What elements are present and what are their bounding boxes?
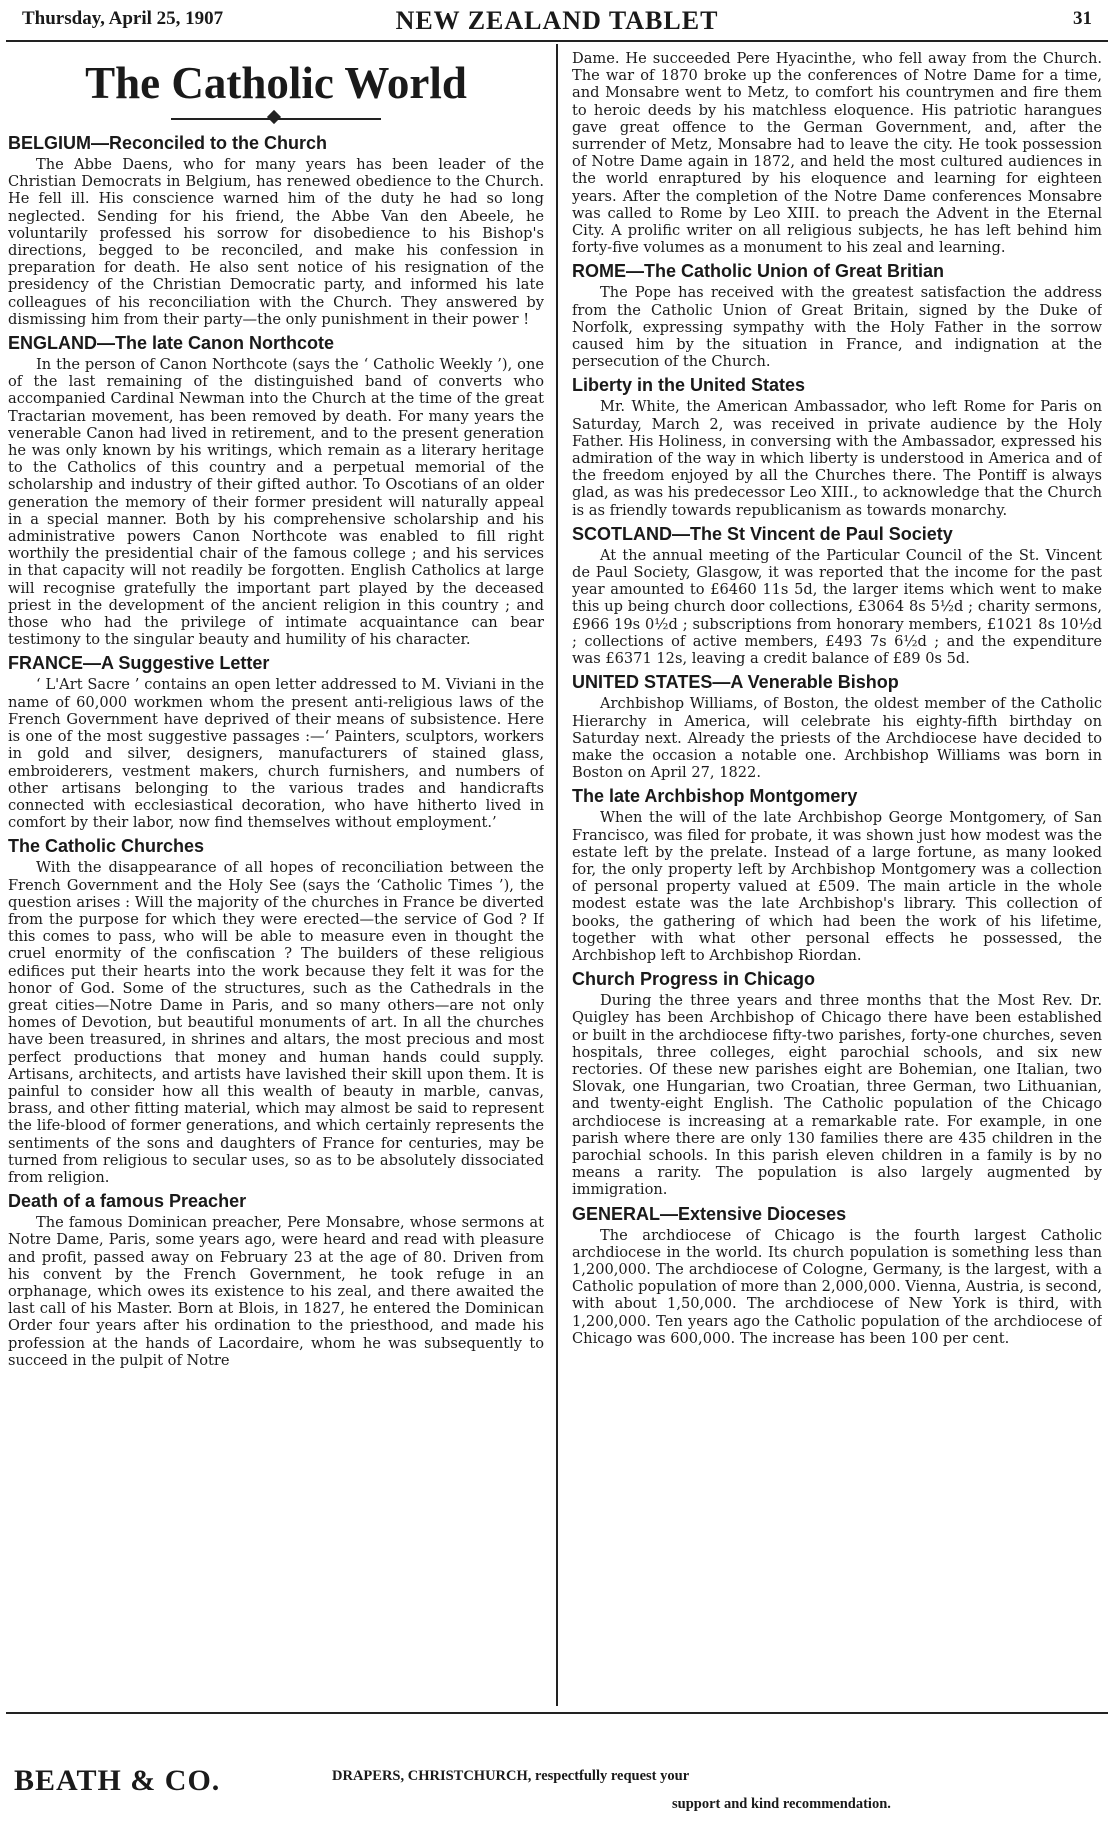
article-heading: SCOTLAND—The St Vincent de Paul Society [572,523,953,544]
article-paragraph: Mr. White, the American Ambassador, who left Rome for Paris on Saturday, March 2, was received in private audience by the Holy Father. His Holiness, in conversing with the Ambassador, expressed his admiration of the way in which liberty is understood in America and of the freedom enjoyed by all the Churches there. The Pontiff is always glad, as was his predecessor Leo XIII., to acknowledge that the Church is as friendly towards republicanism as towards monarchy. [572,398,1102,519]
ornament-diamond-icon [267,110,281,124]
article-heading: ENGLAND—The late Canon Northcote [8,333,335,354]
article-heading: ROME—The Catholic Union of Great Britian [572,261,945,282]
article-heading: The Catholic Churches [8,836,205,857]
article-paragraph: At the annual meeting of the Particular Council of the St. Vincent de Paul Society, Glasgow, it was reported that the income for the past year amounted to £6460 11s 5d, the larger items which went to make this up being church door collections, £3064 8s 5½d ; charity sermons, £966 19s 0½d ; subscriptions from honorary members, £1021 8s 10½d ; collections of active members, £493 7s 6½d ; and the expenditure was £6371 12s, leaving a credit balance of £89 0s 5d. [572,546,1102,668]
article-heading: Liberty in the United States [572,375,806,396]
left-column [8,50,544,1706]
article-heading: Church Progress in Chicago [572,969,816,990]
section-title: The Catholic World [85,58,467,108]
article-paragraph: With the disappearance of all hopes of reconciliation between the French Government and the Holy See (says the ‘Catholic Times ’), the question arises : Will the majority of the churches in France be diverted from the purpose for which they were erected—the service of God ? If this comes to pass, who will be able to measure even in thought the cruel enormity of the confiscation ? The builders of these religious edifices put their hearts into the work because they felt it was for the honor of God. Some of the structures, such as the Cathedrals in the great cities—Notre Dame in Paris, and so many others—are not only homes of Devotion, but beautiful monuments of art. In all the churches have been treasured, in shrines and altars, the most precious and most perfect productions that money and human hands could supply. Artisans, architects, and artists have lavished their skill upon them. It is painful to consider how all this wealth of beauty in marble, canvas, brass, and other fitting material, which may almost be said to represent the life-blood of former generations, and which certainly represents the sentiments of the sons and daughters of France for centuries, may be turned from religious to secular uses, so as to be absolutely dissociated from religion. [8,859,544,1186]
article-paragraph: ‘ L'Art Sacre ’ contains an open letter addressed to M. Viviani in the name of 60,000 workmen whom the present anti-religious laws of the French Government have deprived of their means of subsistence. Here is one of the most suggestive passages :—‘ Painters, sculptors, workers in gold and silver, designers, manufacturers of stained glass, embroiderers, vestment makers, church furnishers, and numbers of other artisans belonging to the various trades and handicrafts connected with ecclesiastical decoration, who have hitherto lived in comfort by their labor, now find themselves without employment.’ [8,676,544,832]
issue-date: Thursday, April 25, 1907 [22,8,224,29]
masthead-rule [6,40,1108,42]
page-number: 31 [1073,8,1092,29]
article-heading: UNITED STATES—A Venerable Bishop [572,672,899,693]
article-catholic-churches [8,835,544,1186]
article-paragraph: Dame. He succeeded Pere Hyacinthe, who fell away from the Church. The war of 1870 broke up the conferences of Notre Dame for a time, and Monsabre went to Metz, to comfort his countrymen and fire them to heroic deeds by his matchless eloquence. His patriotic harangues gave great offence to the German Government, and, after the surrender of Metz, Monsabre had to leave the city. He took possession of Notre Dame again in 1872, and held the most cultured audiences in the world enraptured by his eloquence and learning for eighteen years. After the completion of the Notre Dame conferences Monsabre was called to Rome by Leo XIII. to preach the Advent in the Eternal City. A prolific writer on all religious subjects, he has left behind him forty-five volumes as a monument to his zeal and learning. [572,50,1102,257]
article-paragraph: When the will of the late Archbishop George Montgomery, of San Francisco, was filed for probate, it was shown just how modest was the estate left by the prelate. Instead of a large fortune, as many looked for, the only property left by Archbishop Montgomery was a collection of personal property valued at £509. The main article in the whole modest estate was the late Archbishop's library. This collection of books, the gathering of which had been the work of his lifetime, together with what other personal effects he possessed, the Archbishop left to Archbishop Riordan. [572,809,1102,964]
article-liberty-us [572,374,1102,518]
article-rome [572,260,1102,370]
column-divider [556,44,558,1706]
article-paragraph: The archdiocese of Chicago is the fourth largest Catholic archdiocese in the world. Its church population is something less than 1,200,000. The archdiocese of Cologne, Germany, is the largest, with a Catholic population of more than 2,000,000. Vienna, Austria, is second, with about 1,50,000. The archdiocese of New York is third, with 1,200,000. Ten years ago the Catholic population of the archdiocese of Chicago was 600,000. The increase has been 100 per cent. [572,1226,1102,1347]
advertiser-name: BEATH & CO. [14,1764,221,1797]
newspaper-title: NEW ZEALAND TABLET [395,6,719,35]
article-heading: BELGIUM—Reconciled to the Church [8,133,328,153]
article-united-states [572,671,1102,781]
article-famous-preacher [8,1190,544,1369]
article-heading: GENERAL—Extensive Dioceses [572,1203,847,1224]
article-paragraph: The Pope has received with the greatest satisfaction the address from the Catholic Union of Great Britain, signed by the Duke of Norfolk, expressing sympathy with the Holy Father in the sorrow caused him by the situation in France, and indignation at the persecution of the Church. [572,284,1102,371]
article-chicago-progress [572,968,1102,1198]
article-heading: The late Archbishop Montgomery [572,786,858,807]
article-france [8,652,544,831]
right-column [572,50,1102,1706]
article-extensive-dioceses [572,1203,1102,1347]
masthead [0,0,1114,44]
article-paragraph: The Abbe Daens, who for many years has been leader of the Christian Democrats in Belgium, has renewed obedience to the Church. He fell ill. His conscience warned him of the duty he had so long neglected. Sending for his friend, the Abbe Van den Abeele, he voluntarily professed his sorrow for disobedience to his Bishop's directions, begged to be reconciled, and make his confession in preparation for death. He also sent notice of his resignation of the presidency of the Christian Democratic party, and informed his late colleagues of his reconciliation with the Church. They answered by dismissing him from their party—the only punishment in their power ! [8,156,544,328]
article-archbishop-montgomery [572,785,1102,964]
article-heading: FRANCE—A Suggestive Letter [8,653,270,674]
article-famous-preacher-continued [572,50,1102,256]
footer-rule [6,1712,1108,1714]
article-scotland [572,523,1102,667]
article-england [8,332,544,648]
article-belgium [8,132,544,328]
article-paragraph: The famous Dominican preacher, Pere Monsabre, whose sermons at Notre Dame, Paris, some years ago, were heard and read with pleasure and profit, passed away on February 23 at the age of 80. Driven from his convent by the French Government, he took refuge in an orphanage, which owes its existence to his zeal, and there awaited the last call of his Master. Born at Blois, in 1827, he entered the Dominican Order four years after his ordination to the priesthood, and made his profession at the hands of Lacordaire, whom he was subsequently to succeed in the pulpit of Notre [8,1214,544,1369]
article-paragraph: During the three years and three months that the Most Rev. Dr. Quigley has been Archbishop of Chicago there have been established or built in the archdiocese fifty-two parishes, forty-one churches, seven hospitals, three colleges, eight parochial schools, and six new rectories. Of these new parishes eight are Bohemian, one Italian, two Slovak, one Hungarian, two Croatian, three German, two Lithuanian, and twenty-eight English. The Catholic population of the Chicago archdiocese is increasing at a remarkable rate. For example, in one parish where there are only 130 families there are 435 children in the parochial schools. In this parish eleven children in a family is by no means a rarity. The population is also largely augmented by immigration. [572,992,1102,1199]
advertisement-text-line2: support and kind recommendation. [672,1796,891,1812]
article-heading: Death of a famous Preacher [8,1191,247,1212]
article-paragraph: In the person of Canon Northcote (says the ‘ Catholic Weekly ’), one of the last remaining of the distinguished band of converts who accompanied Cardinal Newman into the Church at the time of the great Tractarian movement, has been removed by death. For many years the venerable Canon had lived in retirement, and to the present generation he was only known by his writings, which remain as a literary heritage to the Catholics of this country and a perpetual memorial of the scholarship and industry of their gifted author. To Oscotians of an older generation the memory of their former president will naturally appeal in a special manner. Both by his comprehensive scholarship and his administrative powers Canon Northcote was enabled to fill right worthily the presidential chair of the famous college ; and his services in that capacity will not readily be forgotten. English Catholics at large will recognise gratefully the important part played by the deceased priest in the development of the ancient religion in this country ; and those who had the privilege of intimate acquaintance can bear testimony to the singular beauty and humility of his character. [8,356,544,649]
title-ornament [171,112,381,126]
advertisement-text-line1: DRAPERS, CHRISTCHURCH, respectfully request your [332,1768,690,1784]
article-paragraph: Archbishop Williams, of Boston, the oldest member of the Catholic Hierarchy in America, will celebrate his eighty-fifth birthday on Saturday next. Already the priests of the Archdiocese have decided to make the occasion a notable one. Archbishop Williams was born in Boston on April 27, 1822. [572,695,1102,782]
